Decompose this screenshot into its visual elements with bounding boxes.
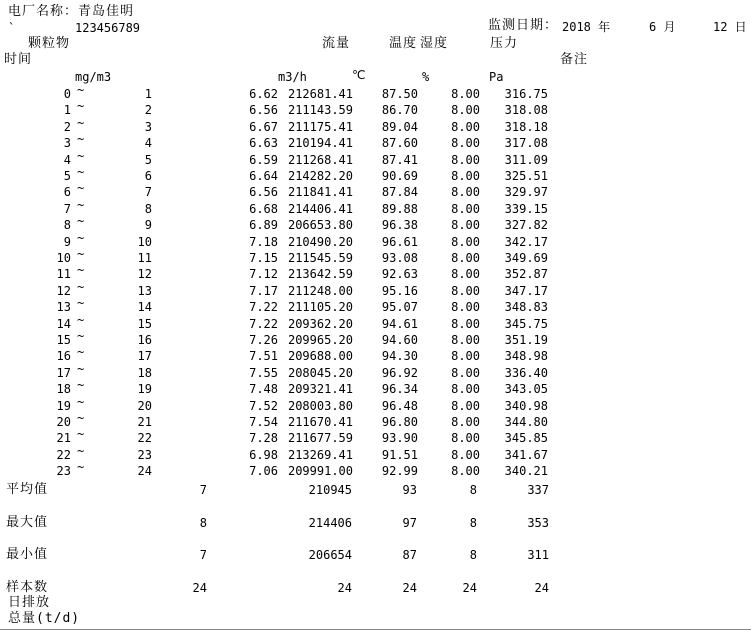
humidity-value: 8.00 <box>451 169 480 183</box>
summary-temp: 93 <box>402 483 417 497</box>
flow-value: 213642.59 <box>287 267 353 282</box>
data-row <box>0 214 751 234</box>
pressure-value: 349.69 <box>504 251 548 265</box>
hour-from: 4 <box>63 152 71 167</box>
data-row <box>0 411 751 431</box>
pressure-value: 318.08 <box>504 103 548 118</box>
summary-row <box>0 516 751 532</box>
temp-value: 96.61 <box>381 234 418 249</box>
pm-value: 7.15 <box>249 251 278 265</box>
tilde-mark: ~ <box>77 296 85 311</box>
tilde-mark: ~ <box>77 148 85 163</box>
hour-to: 23 <box>137 447 152 462</box>
col-header-pm: 颗粒物 <box>28 36 71 51</box>
tilde-mark: ~ <box>77 361 85 376</box>
hour-to: 3 <box>144 119 152 134</box>
hour-to: 2 <box>144 103 152 118</box>
humidity-value: 8.00 <box>451 234 480 249</box>
flow-value: 206653.80 <box>287 218 353 233</box>
tilde-mark: ~ <box>77 378 85 393</box>
humidity-value: 8.00 <box>451 185 480 200</box>
flow-value: 210490.20 <box>287 234 353 249</box>
humidity-value: 8.00 <box>451 398 480 413</box>
flow-value: 209362.20 <box>287 316 353 331</box>
pressure-value: 352.87 <box>504 267 548 282</box>
pressure-value: 348.83 <box>504 300 548 315</box>
summary-pm: 7 <box>199 483 207 497</box>
pressure-value: 325.51 <box>504 169 548 183</box>
flow-value: 211105.20 <box>287 300 353 315</box>
summary-pressure: 24 <box>534 581 549 595</box>
hour-from: 12 <box>56 283 71 298</box>
flow-value: 211841.41 <box>287 185 353 200</box>
tilde-mark: ~ <box>77 263 85 278</box>
hour-to: 5 <box>144 152 152 167</box>
data-row <box>0 279 751 300</box>
hour-from: 3 <box>63 136 71 151</box>
data-row <box>0 197 751 218</box>
flow-value: 211248.00 <box>287 283 353 298</box>
humidity-value: 8.00 <box>451 87 480 101</box>
summary-flow: 24 <box>337 581 352 595</box>
data-row <box>0 312 751 333</box>
tilde-mark: ~ <box>77 115 85 130</box>
hour-to: 12 <box>137 267 152 282</box>
humidity-value: 8.00 <box>451 464 480 479</box>
summary-pm: 7 <box>199 548 207 562</box>
pm-value: 7.51 <box>249 349 278 364</box>
humidity-value: 8.00 <box>451 415 480 429</box>
tilde-mark: ~ <box>77 83 85 97</box>
summary-row <box>0 548 751 564</box>
temp-value: 92.63 <box>381 267 418 282</box>
summary-pressure: 353 <box>527 516 549 530</box>
summary-label: 样本数 <box>6 580 49 595</box>
hour-from: 13 <box>56 300 71 315</box>
hour-from: 7 <box>63 201 71 216</box>
humidity-value: 8.00 <box>451 218 480 233</box>
temp-value: 94.30 <box>381 349 418 364</box>
flow-value: 211670.41 <box>287 415 353 429</box>
hour-from: 1 <box>63 103 71 118</box>
unit-humidity: % <box>422 70 430 84</box>
hour-to: 7 <box>144 185 152 200</box>
hour-from: 22 <box>56 447 71 462</box>
flow-value: 211175.41 <box>287 119 353 134</box>
daily-emission-label-line1: 日排放 <box>8 595 51 610</box>
hour-from: 19 <box>56 398 71 413</box>
hour-to: 20 <box>137 398 152 413</box>
humidity-value: 8.00 <box>451 333 480 347</box>
pressure-value: 317.08 <box>504 136 548 151</box>
pm-value: 7.17 <box>249 283 278 298</box>
tilde-mark: ~ <box>77 132 85 147</box>
temp-value: 96.80 <box>381 415 418 429</box>
data-row <box>0 148 751 169</box>
summary-row <box>0 483 751 499</box>
humidity-value: 8.00 <box>451 119 480 134</box>
pressure-value: 311.09 <box>504 152 548 167</box>
tilde-mark: ~ <box>77 279 85 294</box>
humidity-value: 8.00 <box>451 103 480 118</box>
pm-value: 6.59 <box>249 152 278 167</box>
hour-to: 16 <box>137 333 152 347</box>
temp-value: 94.61 <box>381 316 418 331</box>
pm-value: 7.06 <box>249 464 278 479</box>
pressure-value: 347.17 <box>504 283 548 298</box>
summary-flow: 206654 <box>308 548 352 562</box>
tilde-mark: ~ <box>77 460 85 475</box>
pm-value: 6.67 <box>249 119 278 134</box>
summary-label: 最大值 <box>6 515 49 530</box>
temp-value: 92.99 <box>381 464 418 479</box>
pm-value: 6.62 <box>249 87 278 101</box>
humidity-value: 8.00 <box>451 267 480 282</box>
temp-value: 87.50 <box>381 87 418 101</box>
flow-value: 214282.20 <box>287 169 353 183</box>
tilde-mark: ~ <box>77 214 85 229</box>
hour-to: 4 <box>144 136 152 151</box>
pressure-value: 340.98 <box>504 398 548 413</box>
tilde-mark: ~ <box>77 443 85 458</box>
pressure-value: 316.75 <box>504 87 548 101</box>
hour-from: 10 <box>56 251 71 265</box>
monitor-date-label: 监测日期： <box>488 18 559 33</box>
bottom-rule <box>0 629 751 630</box>
unit-flow: m3/h <box>278 70 307 84</box>
hour-to: 19 <box>137 382 152 397</box>
data-row <box>0 345 751 365</box>
monitor-date-month: 6 月 <box>649 20 676 34</box>
col-header-pressure: 压力 <box>490 36 519 51</box>
humidity-value: 8.00 <box>451 382 480 397</box>
data-row <box>0 460 751 480</box>
temp-value: 96.38 <box>381 218 418 233</box>
data-row <box>0 165 751 185</box>
pm-value: 7.12 <box>249 267 278 282</box>
temp-value: 89.04 <box>381 119 418 134</box>
hour-to: 9 <box>144 218 152 233</box>
flow-value: 213269.41 <box>287 447 353 462</box>
data-row <box>0 83 751 103</box>
humidity-value: 8.00 <box>451 251 480 265</box>
hour-from: 6 <box>63 185 71 200</box>
temp-value: 95.07 <box>381 300 418 315</box>
tick-mark: ` <box>8 21 16 35</box>
unit-pm: mg/m3 <box>75 70 112 84</box>
data-row <box>0 132 751 152</box>
hour-from: 2 <box>63 119 71 134</box>
tilde-mark: ~ <box>77 427 85 442</box>
pm-value: 7.22 <box>249 300 278 315</box>
summary-temp: 87 <box>402 548 417 562</box>
humidity-value: 8.00 <box>451 136 480 151</box>
temp-value: 87.84 <box>381 185 418 200</box>
pm-value: 6.56 <box>249 103 278 118</box>
pressure-value: 344.80 <box>504 415 548 429</box>
summary-temp: 24 <box>402 581 417 595</box>
tilde-mark: ~ <box>77 345 85 360</box>
summary-temp: 97 <box>402 516 417 530</box>
summary-label: 平均值 <box>6 482 49 497</box>
hour-from: 16 <box>56 349 71 364</box>
hour-from: 8 <box>63 218 71 233</box>
tilde-mark: ~ <box>77 394 85 409</box>
humidity-value: 8.00 <box>451 431 480 446</box>
hour-from: 21 <box>56 431 71 446</box>
pressure-value: 343.05 <box>504 382 548 397</box>
summary-humidity: 8 <box>469 548 477 562</box>
pressure-value: 341.67 <box>504 447 548 462</box>
pressure-value: 351.19 <box>504 333 548 347</box>
hour-to: 15 <box>137 316 152 331</box>
pressure-value: 327.82 <box>504 218 548 233</box>
humidity-value: 8.00 <box>451 316 480 331</box>
data-row <box>0 361 751 382</box>
hour-from: 9 <box>63 234 71 249</box>
daily-emission-label-line2: 总量(t/d) <box>8 611 81 626</box>
summary-humidity: 8 <box>469 516 477 530</box>
tilde-mark: ~ <box>77 165 85 179</box>
pressure-value: 329.97 <box>504 185 548 200</box>
humidity-value: 8.00 <box>451 201 480 216</box>
temp-value: 96.48 <box>381 398 418 413</box>
hour-from: 18 <box>56 382 71 397</box>
hour-to: 18 <box>137 365 152 380</box>
pressure-value: 345.75 <box>504 316 548 331</box>
flow-value: 211677.59 <box>287 431 353 446</box>
data-row <box>0 427 751 447</box>
hour-to: 13 <box>137 283 152 298</box>
flow-value: 214406.41 <box>287 201 353 216</box>
data-row <box>0 296 751 316</box>
pressure-value: 345.85 <box>504 431 548 446</box>
hour-to: 21 <box>137 415 152 429</box>
tilde-mark: ~ <box>77 197 85 212</box>
summary-humidity: 8 <box>469 483 477 497</box>
monitor-date-day: 12 日 <box>713 20 747 34</box>
flow-value: 209688.00 <box>287 349 353 364</box>
col-header-humidity: 湿度 <box>420 36 449 51</box>
unit-temp: ℃ <box>352 68 366 82</box>
pm-value: 7.28 <box>249 431 278 446</box>
tilde-mark: ~ <box>77 329 85 343</box>
pressure-value: 340.21 <box>504 464 548 479</box>
hour-from: 23 <box>56 464 71 479</box>
pm-value: 6.68 <box>249 201 278 216</box>
pm-value: 6.63 <box>249 136 278 151</box>
flow-value: 209321.41 <box>287 382 353 397</box>
data-row <box>0 181 751 201</box>
col-header-remark: 备注 <box>560 52 589 67</box>
temp-value: 93.08 <box>381 251 418 265</box>
humidity-value: 8.00 <box>451 349 480 364</box>
pm-value: 7.54 <box>249 415 278 429</box>
temp-value: 87.41 <box>381 152 418 167</box>
pm-value: 6.56 <box>249 185 278 200</box>
summary-pm: 24 <box>192 581 207 595</box>
summary-pressure: 337 <box>527 483 549 497</box>
temp-value: 95.16 <box>381 283 418 298</box>
temp-value: 96.92 <box>381 365 418 380</box>
pressure-value: 342.17 <box>504 234 548 249</box>
hour-from: 0 <box>63 87 71 101</box>
pm-value: 6.89 <box>249 218 278 233</box>
data-row <box>0 329 751 349</box>
temp-value: 89.88 <box>381 201 418 216</box>
temp-value: 90.69 <box>381 169 418 183</box>
summary-flow: 214406 <box>308 516 352 530</box>
monitor-date-year: 2018 年 <box>562 20 611 34</box>
hour-from: 15 <box>56 333 71 347</box>
hour-to: 22 <box>137 431 152 446</box>
flow-value: 209965.20 <box>287 333 353 347</box>
humidity-value: 8.00 <box>451 283 480 298</box>
hour-to: 14 <box>137 300 152 315</box>
hour-to: 24 <box>137 464 152 479</box>
summary-flow: 210945 <box>308 483 352 497</box>
summary-label: 最小值 <box>6 547 49 562</box>
data-row <box>0 443 751 464</box>
temp-value: 91.51 <box>381 447 418 462</box>
humidity-value: 8.00 <box>451 447 480 462</box>
hour-to: 11 <box>137 251 152 265</box>
unit-pressure: Pa <box>489 70 504 84</box>
humidity-value: 8.00 <box>451 300 480 315</box>
col-header-time: 时间 <box>4 52 33 67</box>
hour-to: 17 <box>137 349 152 364</box>
humidity-value: 8.00 <box>451 365 480 380</box>
data-row <box>0 394 751 415</box>
hour-to: 8 <box>144 201 152 216</box>
summary-humidity: 24 <box>462 581 477 595</box>
plant-name-line: 电厂名称：青岛佳明 <box>8 4 135 19</box>
hour-from: 20 <box>56 415 71 429</box>
pm-value: 7.48 <box>249 382 278 397</box>
hour-from: 5 <box>63 169 71 183</box>
flow-value: 208045.20 <box>287 365 353 380</box>
temp-value: 86.70 <box>381 103 418 118</box>
pressure-value: 339.15 <box>504 201 548 216</box>
temp-value: 93.90 <box>381 431 418 446</box>
pm-value: 7.52 <box>249 398 278 413</box>
flow-value: 211143.59 <box>287 103 353 118</box>
tilde-mark: ~ <box>77 312 85 327</box>
pm-value: 7.22 <box>249 316 278 331</box>
pressure-value: 348.98 <box>504 349 548 364</box>
data-row <box>0 115 751 136</box>
pm-value: 7.26 <box>249 333 278 347</box>
data-row <box>0 263 751 283</box>
pm-value: 7.55 <box>249 365 278 380</box>
data-row <box>0 378 751 398</box>
summary-row <box>0 581 751 597</box>
summary-pressure: 311 <box>527 548 549 562</box>
data-row <box>0 99 751 119</box>
summary-pm: 8 <box>199 516 207 530</box>
flow-value: 209991.00 <box>287 464 353 479</box>
humidity-value: 8.00 <box>451 152 480 167</box>
temp-value: 96.34 <box>381 382 418 397</box>
pm-value: 7.18 <box>249 234 278 249</box>
flow-value: 211545.59 <box>287 251 353 265</box>
col-header-temp: 温度 <box>389 36 418 51</box>
flow-value: 212681.41 <box>287 87 353 101</box>
hour-from: 17 <box>56 365 71 380</box>
pm-value: 6.98 <box>249 447 278 462</box>
flow-value: 210194.41 <box>287 136 353 151</box>
tilde-mark: ~ <box>77 411 85 425</box>
plant-code: 123456789 <box>75 21 141 35</box>
pressure-value: 318.18 <box>504 119 548 134</box>
hour-from: 14 <box>56 316 71 331</box>
data-row <box>0 247 751 267</box>
flow-value: 211268.41 <box>287 152 353 167</box>
col-header-flow: 流量 <box>322 36 351 51</box>
tilde-mark: ~ <box>77 99 85 114</box>
temp-value: 87.60 <box>381 136 418 151</box>
pm-value: 6.64 <box>249 169 278 183</box>
tilde-mark: ~ <box>77 247 85 261</box>
hour-from: 11 <box>56 267 71 282</box>
hour-to: 10 <box>137 234 152 249</box>
temp-value: 94.60 <box>381 333 418 347</box>
hour-to: 1 <box>144 87 152 101</box>
hour-to: 6 <box>144 169 152 183</box>
pressure-value: 336.40 <box>504 365 548 380</box>
tilde-mark: ~ <box>77 181 85 196</box>
flow-value: 208003.80 <box>287 398 353 413</box>
tilde-mark: ~ <box>77 230 85 245</box>
data-row <box>0 230 751 251</box>
